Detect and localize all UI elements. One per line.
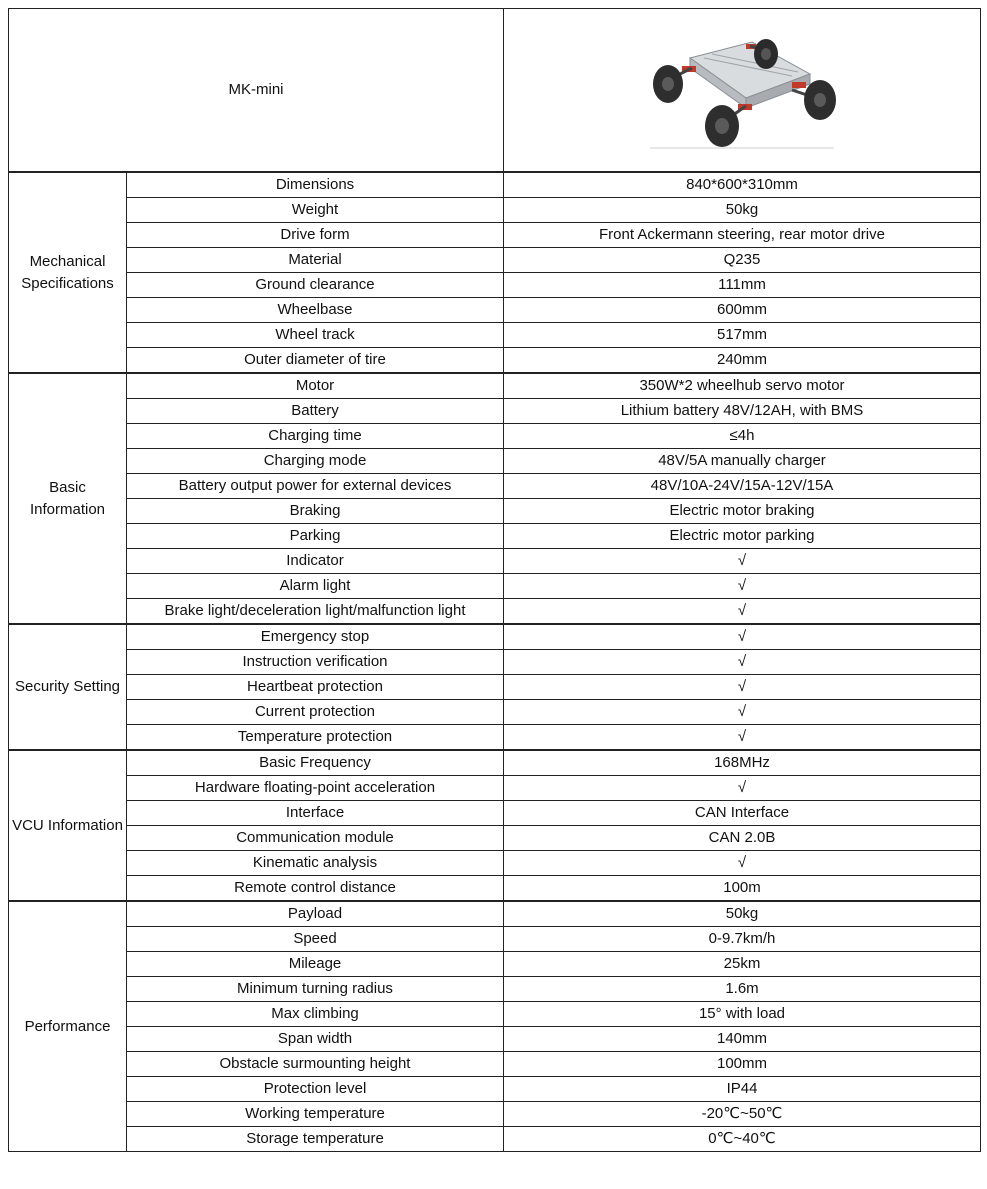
spec-label: Hardware floating-point acceleration bbox=[127, 776, 504, 801]
table-row bbox=[9, 198, 981, 223]
spec-value: 50kg bbox=[504, 901, 981, 927]
spec-label: Battery bbox=[127, 399, 504, 424]
section-title: Security Setting bbox=[9, 624, 127, 750]
table-row bbox=[9, 725, 981, 751]
table-row bbox=[9, 927, 981, 952]
section-title: Basic Information bbox=[9, 373, 127, 624]
table-row bbox=[9, 449, 981, 474]
spec-label: Interface bbox=[127, 801, 504, 826]
spec-label: Max climbing bbox=[127, 1002, 504, 1027]
spec-label: Current protection bbox=[127, 700, 504, 725]
table-row bbox=[9, 851, 981, 876]
table-row bbox=[9, 977, 981, 1002]
section-mechanical-specifications bbox=[9, 172, 981, 373]
spec-value: 48V/5A manually charger bbox=[504, 449, 981, 474]
spec-label: Minimum turning radius bbox=[127, 977, 504, 1002]
spec-label: Communication module bbox=[127, 826, 504, 851]
spec-label: Parking bbox=[127, 524, 504, 549]
spec-label: Remote control distance bbox=[127, 876, 504, 902]
table-row bbox=[9, 1127, 981, 1152]
section-basic-information bbox=[9, 373, 981, 624]
spec-label: Wheel track bbox=[127, 323, 504, 348]
table-row bbox=[9, 499, 981, 524]
table-row bbox=[9, 650, 981, 675]
spec-value: √ bbox=[504, 700, 981, 725]
spec-value: √ bbox=[504, 725, 981, 751]
spec-value: 600mm bbox=[504, 298, 981, 323]
table-row bbox=[9, 750, 981, 776]
spec-label: Storage temperature bbox=[127, 1127, 504, 1152]
spec-label: Material bbox=[127, 248, 504, 273]
spec-label: Heartbeat protection bbox=[127, 675, 504, 700]
spec-label: Protection level bbox=[127, 1077, 504, 1102]
spec-value: 140mm bbox=[504, 1027, 981, 1052]
table-row bbox=[9, 624, 981, 650]
spec-label: Span width bbox=[127, 1027, 504, 1052]
table-row bbox=[9, 424, 981, 449]
spec-label: Drive form bbox=[127, 223, 504, 248]
spec-value: 350W*2 wheelhub servo motor bbox=[504, 373, 981, 399]
spec-label: Indicator bbox=[127, 549, 504, 574]
spec-value: √ bbox=[504, 624, 981, 650]
spec-value: 240mm bbox=[504, 348, 981, 374]
spec-value: 0℃~40℃ bbox=[504, 1127, 981, 1152]
spec-value: √ bbox=[504, 851, 981, 876]
spec-value: 25km bbox=[504, 952, 981, 977]
spec-value: Lithium battery 48V/12AH, with BMS bbox=[504, 399, 981, 424]
header-row bbox=[9, 9, 981, 173]
spec-value: Front Ackermann steering, rear motor drive bbox=[504, 223, 981, 248]
spec-label: Charging time bbox=[127, 424, 504, 449]
table-row bbox=[9, 323, 981, 348]
section-security-setting bbox=[9, 624, 981, 750]
table-row bbox=[9, 248, 981, 273]
spec-value: 168MHz bbox=[504, 750, 981, 776]
spec-label: Working temperature bbox=[127, 1102, 504, 1127]
spec-label: Basic Frequency bbox=[127, 750, 504, 776]
section-performance bbox=[9, 901, 981, 1152]
spec-value: CAN Interface bbox=[504, 801, 981, 826]
spec-value: 100m bbox=[504, 876, 981, 902]
table-row bbox=[9, 524, 981, 549]
table-row bbox=[9, 776, 981, 801]
table-row bbox=[9, 223, 981, 248]
product-name: MK-mini bbox=[228, 81, 284, 98]
spec-label: Dimensions bbox=[127, 172, 504, 198]
spec-value: 15° with load bbox=[504, 1002, 981, 1027]
spec-label: Temperature protection bbox=[127, 725, 504, 751]
spec-label: Charging mode bbox=[127, 449, 504, 474]
table-row bbox=[9, 826, 981, 851]
spec-label: Mileage bbox=[127, 952, 504, 977]
spec-table bbox=[8, 8, 981, 1152]
table-row bbox=[9, 1102, 981, 1127]
spec-label: Wheelbase bbox=[127, 298, 504, 323]
table-row bbox=[9, 952, 981, 977]
table-row bbox=[9, 273, 981, 298]
spec-label: Obstacle surmounting height bbox=[127, 1052, 504, 1077]
spec-label: Payload bbox=[127, 901, 504, 927]
spec-value: 840*600*310mm bbox=[504, 172, 981, 198]
four-wheel-robot-chassis-icon bbox=[642, 28, 842, 152]
product-image-cell bbox=[504, 9, 981, 173]
table-row bbox=[9, 399, 981, 424]
spec-label: Speed bbox=[127, 927, 504, 952]
spec-value: ≤4h bbox=[504, 424, 981, 449]
spec-label: Weight bbox=[127, 198, 504, 223]
spec-value: Electric motor braking bbox=[504, 499, 981, 524]
table-row bbox=[9, 1077, 981, 1102]
spec-value: √ bbox=[504, 675, 981, 700]
table-row bbox=[9, 876, 981, 902]
spec-value: 100mm bbox=[504, 1052, 981, 1077]
table-row bbox=[9, 549, 981, 574]
table-row bbox=[9, 574, 981, 599]
spec-label: Kinematic analysis bbox=[127, 851, 504, 876]
section-vcu-information bbox=[9, 750, 981, 901]
product-name-cell bbox=[9, 9, 504, 173]
spec-label: Brake light/deceleration light/malfunction light bbox=[127, 599, 504, 625]
spec-label: Ground clearance bbox=[127, 273, 504, 298]
spec-value: CAN 2.0B bbox=[504, 826, 981, 851]
spec-value: 517mm bbox=[504, 323, 981, 348]
table-row bbox=[9, 348, 981, 374]
table-row bbox=[9, 1052, 981, 1077]
spec-label: Emergency stop bbox=[127, 624, 504, 650]
spec-value: 48V/10A-24V/15A-12V/15A bbox=[504, 474, 981, 499]
table-row bbox=[9, 172, 981, 198]
spec-value: 111mm bbox=[504, 273, 981, 298]
spec-value: Electric motor parking bbox=[504, 524, 981, 549]
spec-value: √ bbox=[504, 650, 981, 675]
spec-value: Q235 bbox=[504, 248, 981, 273]
spec-value: -20℃~50℃ bbox=[504, 1102, 981, 1127]
spec-value: 0-9.7km/h bbox=[504, 927, 981, 952]
table-row bbox=[9, 298, 981, 323]
table-row bbox=[9, 373, 981, 399]
table-row bbox=[9, 901, 981, 927]
spec-value: √ bbox=[504, 776, 981, 801]
section-title: Performance bbox=[9, 901, 127, 1152]
spec-label: Alarm light bbox=[127, 574, 504, 599]
table-row bbox=[9, 474, 981, 499]
spec-value: √ bbox=[504, 599, 981, 625]
spec-value: 50kg bbox=[504, 198, 981, 223]
spec-label: Instruction verification bbox=[127, 650, 504, 675]
table-row bbox=[9, 801, 981, 826]
table-row bbox=[9, 700, 981, 725]
spec-label: Motor bbox=[127, 373, 504, 399]
section-title: Mechanical Specifications bbox=[9, 172, 127, 373]
section-title: VCU Information bbox=[9, 750, 127, 901]
table-row bbox=[9, 1002, 981, 1027]
table-row bbox=[9, 675, 981, 700]
spec-value: √ bbox=[504, 549, 981, 574]
table-row bbox=[9, 599, 981, 625]
spec-label: Braking bbox=[127, 499, 504, 524]
spec-label: Outer diameter of tire bbox=[127, 348, 504, 374]
spec-value: √ bbox=[504, 574, 981, 599]
spec-value: 1.6m bbox=[504, 977, 981, 1002]
spec-value: IP44 bbox=[504, 1077, 981, 1102]
spec-label: Battery output power for external devices bbox=[127, 474, 504, 499]
table-row bbox=[9, 1027, 981, 1052]
